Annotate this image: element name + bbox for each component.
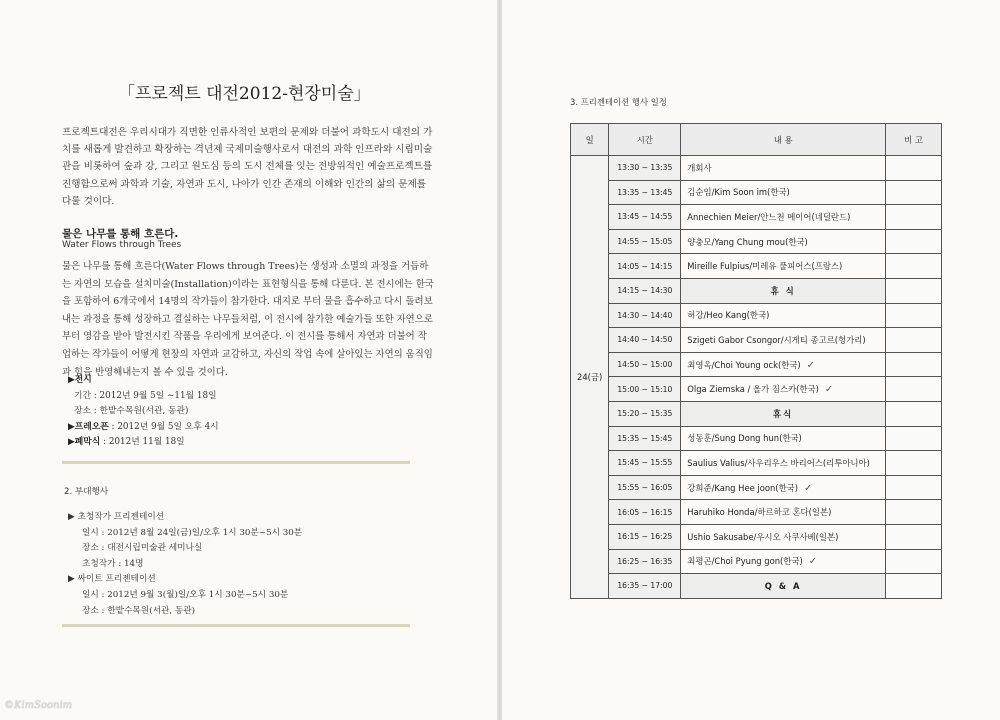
time-cell: 15:00 ~ 15:10 xyxy=(609,377,681,402)
side-events-list xyxy=(68,510,428,619)
schedule-table xyxy=(570,123,942,599)
time-cell: 14:50 ~ 15:00 xyxy=(609,352,681,377)
event-2-title: ▶ 싸이트 프리젠테이션 xyxy=(68,574,156,585)
content-cell: 김순임/Kim Soon im(한국) xyxy=(681,180,886,205)
time-cell: 16:25 ~ 16:35 xyxy=(609,549,681,574)
note-cell xyxy=(886,574,942,599)
content-cell: 개회사 xyxy=(681,156,886,181)
closing-value: : 2012년 11월 18일 xyxy=(100,437,185,447)
note-cell xyxy=(886,328,942,353)
note-cell xyxy=(886,352,942,377)
section-body-paragraph: 물은 나무를 통해 흐른다(Water Flows through Trees)는 생성과 소멸의 과정을 거듭하는 자연의 모습을 설치미술(Installation)이라는 표현형식을 통해 다룬다. 본 전시에는 한국을 포함하여 6개국에서 14명의 작가들이 참가한다. 대지로 부터 물을 흡수하고 다시 돌려보내는 과정을 통해 성장하고 결실하는 나무들처럼, 이 전시에 참가한 예술가들 또한 자연으로 부터 영감을 받아 발전시킨 작품을 우리에게 보여준다. 이 전시를 통해서 자연과 더불어 작업하는 작가들이 어떻게 현장의 자연과 교감하고, 자신의 작업 속에 살아있는 자연의 움직임과 힘을 반영해내는지 볼 수 있을 것이다. xyxy=(62,261,434,378)
time-cell: 14:30 ~ 14:40 xyxy=(609,303,681,328)
intro-paragraph: 프로젝트대전은 우리시대가 직면한 인류사적인 보편의 문제와 더불어 과학도시 대전의 가치를 새롭게 발견하고 확장하는 격년제 국제미술행사로서 대전의 과학 인프라와 시립미술관을 비롯하여 숲과 강, 그리고 원도심 등의 도시 전체를 잇는 전방위적인 예술프로젝트를 진행함으로써 과학과 기술, 자연과 도시, 나아가 인간 존재의 이해와 인간의 삶의 문제를 다룰 것이다. xyxy=(62,127,433,207)
time-cell: 14:40 ~ 14:50 xyxy=(609,328,681,353)
time-cell: 16:05 ~ 16:15 xyxy=(609,500,681,525)
table-row xyxy=(571,500,942,525)
note-cell xyxy=(886,205,942,230)
table-row xyxy=(571,254,942,279)
check-mark-icon: ✓ xyxy=(806,359,816,371)
note-cell xyxy=(886,303,942,328)
content-cell: Haruhiko Honda/하르하코 혼다(일본) xyxy=(681,500,886,525)
table-row xyxy=(571,328,942,353)
pre-opening-line xyxy=(68,420,428,436)
table-row xyxy=(571,156,942,181)
table-row xyxy=(571,303,942,328)
check-mark-icon: ✓ xyxy=(804,482,813,494)
event-2-venue: 장소 : 한밭수목원(서관, 동관) xyxy=(82,605,196,616)
content-cell: Saulius Valius/사우리우스 바리어스(리투아니아) xyxy=(681,451,886,476)
table-row-break xyxy=(571,278,942,303)
note-cell xyxy=(886,278,942,303)
content-cell: Mireille Fulpius/미레유 풀피어스(프랑스) xyxy=(681,254,886,279)
table-row xyxy=(571,451,942,476)
header-content: 내 용 xyxy=(681,124,886,156)
note-cell xyxy=(886,229,942,254)
time-cell: 15:20 ~ 15:35 xyxy=(609,401,681,426)
pre-opening-value: : 2012년 9월 5일 오후 4시 xyxy=(108,421,219,432)
table-row-break xyxy=(571,401,942,426)
time-cell: 13:30 ~ 13:35 xyxy=(609,156,681,181)
time-cell: 15:55 ~ 16:05 xyxy=(609,475,681,500)
content-text: 최평곤/Choi Pyung gon(한국) xyxy=(687,556,803,567)
content-cell: 성동훈/Sung Dong hun(한국) xyxy=(681,426,886,451)
note-cell xyxy=(886,401,942,426)
time-cell: 15:35 ~ 15:45 xyxy=(609,426,681,451)
section-title-english: Water Flows through Trees xyxy=(62,240,182,250)
note-cell xyxy=(886,524,942,549)
table-header-row xyxy=(571,124,942,156)
note-cell xyxy=(886,475,942,500)
time-cell: 14:15 ~ 14:30 xyxy=(609,278,681,303)
note-cell xyxy=(886,549,942,574)
note-cell xyxy=(886,426,942,451)
pre-opening-label: ▶프레오픈 xyxy=(68,421,109,432)
time-cell: 13:35 ~ 13:45 xyxy=(609,180,681,205)
check-mark-icon: ✓ xyxy=(824,384,834,396)
time-cell: 13:45 ~ 14:55 xyxy=(609,205,681,230)
time-cell: 14:55 ~ 15:05 xyxy=(609,229,681,254)
content-cell xyxy=(681,549,886,574)
time-cell: 16:15 ~ 16:25 xyxy=(609,524,681,549)
exhibition-venue: 장소 : 한밭수목원(서관, 동관) xyxy=(74,406,189,416)
content-cell xyxy=(681,475,886,500)
time-cell: 14:05 ~ 14:15 xyxy=(609,254,681,279)
table-row xyxy=(571,426,942,451)
note-cell xyxy=(886,377,942,402)
left-page xyxy=(0,0,498,720)
content-cell: 휴식 xyxy=(681,401,886,426)
event-1-title: ▶ 초청작가 프리젠테이션 xyxy=(68,512,165,522)
table-row xyxy=(571,377,942,402)
event-2-date: 일시 : 2012년 9월 3(월)일/오후 1시 30분~5시 30분 xyxy=(82,589,289,600)
content-cell: 허강/Heo Kang(한국) xyxy=(681,303,886,328)
event-1-artists: 초청작가 : 14명 xyxy=(82,558,144,569)
note-cell xyxy=(886,254,942,279)
table-row-qa xyxy=(571,574,942,599)
divider-rule-top xyxy=(62,461,410,464)
page-title: 「프로젝트 대전2012-현장미술」 xyxy=(118,84,371,104)
event-1-venue: 장소 : 대전시립미술관 세미나실 xyxy=(82,543,203,554)
table-row xyxy=(571,524,942,549)
table-row xyxy=(571,352,942,377)
content-cell: 양충모/Yang Chung mou(한국) xyxy=(681,229,886,254)
closing-label: ▶폐막식 xyxy=(68,437,101,447)
table-row xyxy=(571,205,942,230)
event-1-date: 일시 : 2012년 8월 24일(금)일/오후 1시 30분~5시 30분 xyxy=(82,527,303,538)
table-row xyxy=(571,475,942,500)
schedule-heading: 3. 프리젠테이션 행사 일정 xyxy=(570,97,667,107)
content-cell: Annechien Meier/안느천 메이어(네덜란드) xyxy=(681,205,886,230)
header-time: 시간 xyxy=(609,124,681,156)
exhibition-label: ▶전시 xyxy=(68,375,92,385)
table-row xyxy=(571,549,942,574)
content-cell: Szigeti Gabor Csongor/시게티 종고르(헝가리) xyxy=(681,328,886,353)
content-cell: Ushio Sakusabe/우시오 사쿠사베(일본) xyxy=(681,524,886,549)
copyright-watermark: ©KimSoonim xyxy=(4,700,73,711)
note-cell xyxy=(886,500,942,525)
exhibition-info xyxy=(68,373,428,451)
content-cell xyxy=(681,377,886,402)
note-cell xyxy=(886,156,942,181)
header-day: 일 xyxy=(571,124,609,156)
exhibition-period: 기간 : 2012년 9월 5일 ~11월 18일 xyxy=(74,390,217,401)
content-text: 최영옥/Choi Young ock(한국) xyxy=(687,359,801,370)
table-row xyxy=(571,229,942,254)
content-cell xyxy=(681,352,886,377)
table-row xyxy=(571,180,942,205)
check-mark-icon: ✓ xyxy=(808,556,818,568)
closing-line xyxy=(68,435,428,451)
content-text: Olga Ziemska / 올가 짐스카(한국) xyxy=(687,384,819,395)
side-events-heading: 2. 부대행사 xyxy=(64,487,109,497)
content-text: 강희준/Kang Hee joon(한국) xyxy=(687,482,799,493)
content-cell: Q & A xyxy=(681,574,886,599)
note-cell xyxy=(886,451,942,476)
header-note: 비 고 xyxy=(886,124,942,156)
divider-rule-bottom xyxy=(62,624,410,627)
time-cell: 16:35 ~ 17:00 xyxy=(609,574,681,599)
content-cell: 휴 식 xyxy=(681,278,886,303)
day-cell: 24(금) xyxy=(571,156,609,599)
section-title-korean: 물은 나무를 통해 흐른다. xyxy=(62,228,179,240)
time-cell: 15:45 ~ 15:55 xyxy=(609,451,681,476)
note-cell xyxy=(886,180,942,205)
